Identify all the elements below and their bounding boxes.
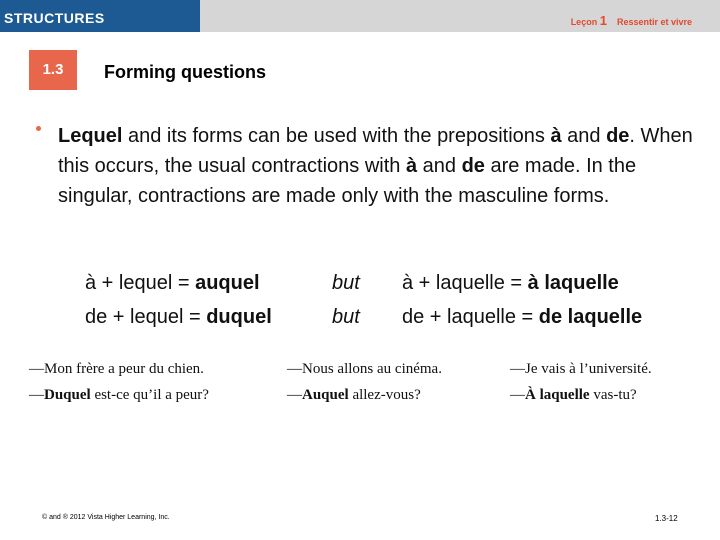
equation-lhs: à + laquelle = [402, 272, 528, 294]
example-line [287, 382, 442, 408]
header-bar [0, 0, 720, 30]
example-text: —Je vais à l’université. [510, 361, 652, 377]
equation-result: de laquelle [538, 306, 643, 328]
equation-connector: but [332, 272, 360, 294]
lesson-number: 1 [599, 13, 607, 28]
equation-lhs: à + lequel = [85, 272, 196, 294]
example-line [29, 356, 209, 382]
bullet-icon [36, 126, 41, 131]
example-text: vas-tu? [589, 387, 637, 403]
bullet-part: . When this occurs, the usual contractions with [58, 125, 693, 177]
bullet-part: and [561, 125, 607, 147]
example-text: — [29, 387, 44, 403]
example-line [510, 382, 652, 408]
bullet-part: de [461, 155, 485, 177]
lesson-label: Leçon [570, 17, 598, 27]
example-bold: Auquel [302, 387, 349, 403]
brand-label: STRUCTURES [4, 10, 105, 26]
equation-lhs: de + lequel = [85, 306, 207, 328]
example-line [29, 382, 209, 408]
bullet-part: à [550, 125, 562, 147]
example-text: allez-vous? [348, 387, 421, 403]
example-text: —Nous allons au cinéma. [287, 361, 442, 377]
example-bold: Duquel [44, 387, 91, 403]
equation-result: auquel [195, 272, 260, 294]
lesson-block [200, 0, 720, 32]
example-column-3 [510, 356, 652, 408]
bullet-paragraph [58, 121, 698, 211]
equation-left-2 [85, 306, 272, 329]
example-column-2 [287, 356, 442, 408]
bullet-part: and [417, 155, 462, 177]
example-column-1 [29, 356, 209, 408]
bullet-part: are made. In the singular, contractions are made only with the masculine forms. [58, 155, 637, 207]
copyright-notice: © and ® 2012 Vista Higher Learning, Inc. [42, 514, 170, 521]
bullet-part: à [405, 155, 418, 177]
section-number: 1.3 [42, 61, 64, 78]
example-line [287, 356, 442, 382]
example-text: est-ce qu’il a peur? [90, 387, 209, 403]
equation-right-2 [402, 306, 642, 329]
example-line [510, 356, 652, 382]
example-text: —Mon frère a peur du chien. [29, 361, 204, 377]
equation-lhs: de + laquelle = [402, 306, 539, 328]
equation-result: à laquelle [527, 272, 619, 294]
example-text: — [287, 387, 302, 403]
lesson-heading [571, 13, 692, 28]
equation-connector: but [332, 306, 360, 328]
example-bold: À laquelle [525, 387, 590, 403]
brand-block [0, 0, 200, 32]
bullet-part: and its forms can be used with the prepositions [122, 125, 551, 147]
example-text: — [510, 387, 525, 403]
section-title: Forming questions [104, 62, 266, 82]
lesson-title: Ressentir et vivre [616, 17, 692, 27]
bullet-part: de [606, 125, 630, 147]
equation-left-1 [85, 272, 260, 295]
equation-result: duquel [206, 306, 272, 328]
bullet-part: Lequel [58, 125, 123, 147]
section-badge [29, 50, 77, 90]
equation-right-1 [402, 272, 619, 295]
page-number: 1.3-12 [655, 514, 678, 523]
